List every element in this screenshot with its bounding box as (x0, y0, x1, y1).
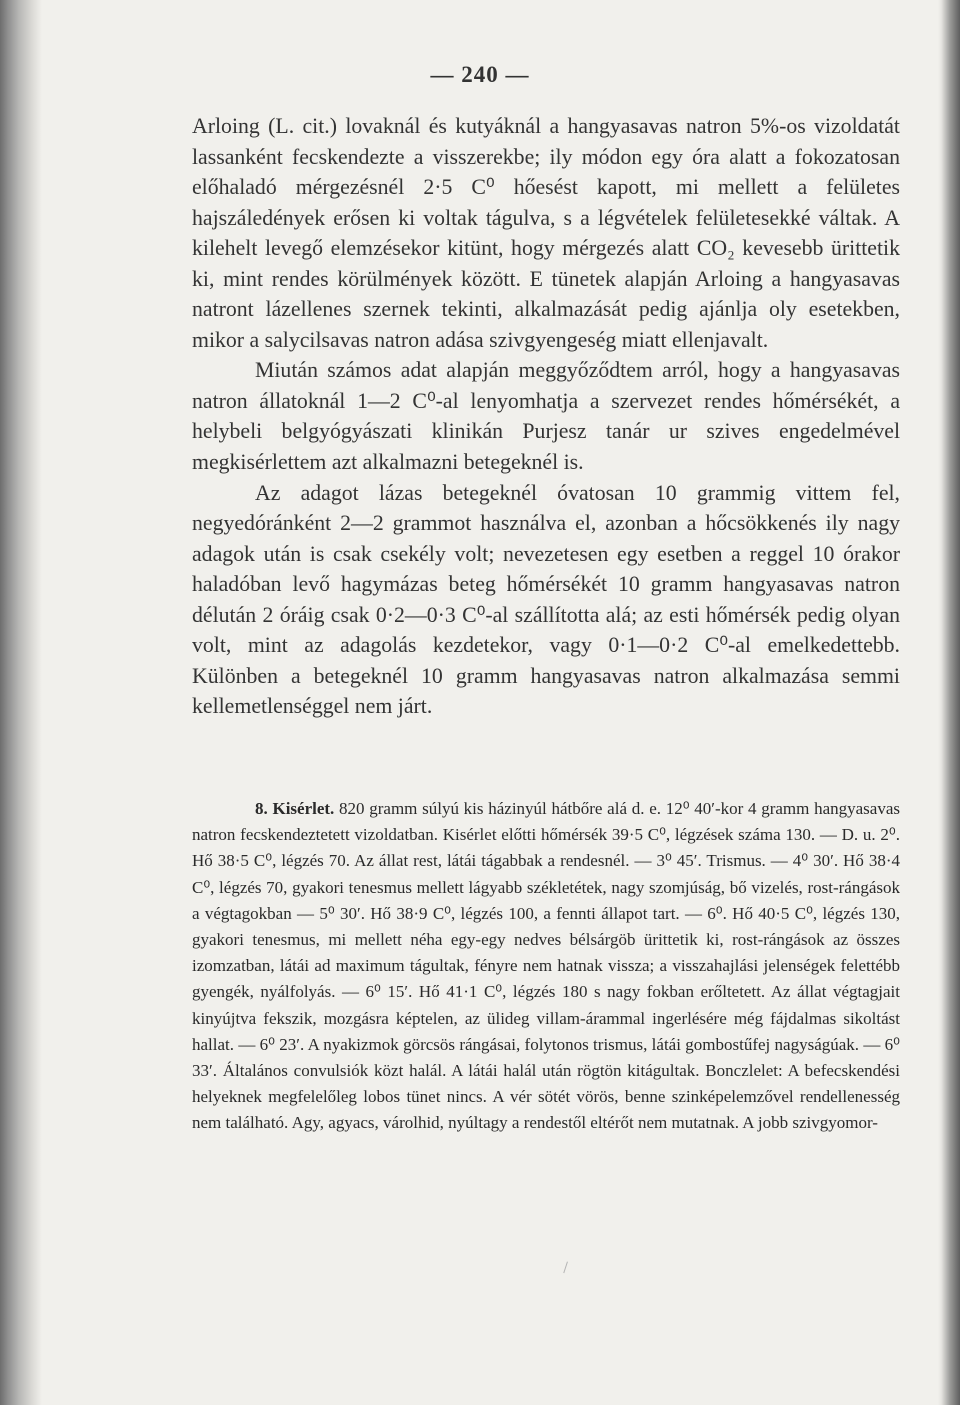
scan-shadow-left (0, 0, 42, 1405)
stray-pencil-mark (563, 1262, 571, 1275)
main-text (192, 111, 900, 722)
experiment-text: 820 gramm súlyú kis házinyúl hátbőre alá d. e. 12⁰ 40′-kor 4 gramm hangyasavas natron fecskendeztetett vizoldatban. Kisérlet előtti hőmérsék 39·5 C⁰, légzések száma 130. — D. u. 2⁰. Hő 38·5 C⁰, légzés 70. Az állat rest, látái tágabbak a rendesnél. — 3⁰ 45′. Trismus. — 4⁰ 30′. Hő 38·4 C⁰, légzés 70, gyakori tenesmus mellett lágyabb székletétek, nagy szomjúság, bő vizelés, rost-rángások a végtagokban — 5⁰ 30′. Hő 38·9 C⁰, légzés 100, a fennti állapot tart. — 6⁰. Hő 40·5 C⁰, légzés 130, gyakori tenesmus, mi mellett néha egy-egy nedves bélsárgöb ürittetik ki, rost-rángások az összes izomzatban, látái ad maximum tágultak, fényre nem hatnak vissza; a visszahajlási jelenségek felettébb gyengék, nyálfolyás. — 6⁰ 15′. Hő 41·1 C⁰, légzés 180 s nagy fokban erőltetett. Az állat végtagjait kinyújtva fekszik, mozgásra képtelen, az ülideg villam-árammal ingerlésére még fájdalmas sikoltást hallat. — 6⁰ 23′. A nyakizmok görcsös rángásai, folytonos trismus, látái gombostűfej nagyságúak. — 6⁰ 33′. Általános convulsiók közt halál. A látái halál után rögtön kitágultak. Bonczlelet: A befecskendési helyeknek megfelelőleg lobos tünet nincs. A vér sötét vörös, benne szinképelemzővel rendellenesség nem található. Agy, agyacs, várolhid, nyúltagy a rendestől eltérőt nem mutatnak. A jobb szivgyomor- (192, 799, 900, 1133)
experiment-8 (192, 796, 900, 1137)
paragraph-dosage: Az adagot lázas betegeknél óvatosan 10 grammig vittem fel, negyedóránként 2—2 grammot használva el, azonban a hőcsökkenés ily nagy adagok után is csak csekély volt; nevezetesen egy esetben a reggel 10 órakor haladóban levő hagymázas beteg hőmérsékét 10 gramm hangyasavas natron délután 2 óráig csak 0·2—0·3 C⁰-al szállította alá; az esti hőmérsék pedig olyan volt, mint az adagolás kezdetekor, vagy 0·1—0·2 C⁰-al emelkedettebb. Különben a betegeknél 10 gramm hangyasavas natron alkalmazása semmi kellemetlenséggel nem járt. (192, 480, 900, 719)
paragraph-arloing: Arloing (L. cit.) lovaknál és kutyáknál a hangyasavas natron 5%-os vizoldatát lassanként fecskendezte a visszerekbe; ily módon egy óra alatt a fokozatosan előhaladó mérgezésnél 2·5 C⁰ hőesést kapott, mi mellett a felületes hajszáledények erősen ki voltak tágulva, s a légvételek felületesekké váltak. A kilehelt levegő elemzésekor kitünt, hogy mérgezés alatt CO₂ kevesebb ürittetik ki, mint rendes körülmények között. E tünetek alapján Arloing a hangyasavas natront lázellenes szernek tekinti, alkalmazását pedig ajánlja oly esetekben, mikor a salycilsavas natron adása szivgyengeség miatt ellenjavalt. (192, 114, 900, 352)
paragraph-own-experiments: Miután számos adat alapján meggyőződtem arról, hogy a hangyasavas natron állatoknál 1—2 C⁰-al lenyomhatja a szervezet rendes hőmérsékét, a helybeli belgyógyászati klinikán Purjesz tanár ur szives engedelmével megkisérlettem azt alkalmazni betegeknél is. (192, 358, 900, 475)
experiment-label: 8. Kisérlet. (255, 799, 335, 818)
page-number: — 240 — (430, 62, 530, 87)
scan-shadow-right (938, 0, 960, 1405)
